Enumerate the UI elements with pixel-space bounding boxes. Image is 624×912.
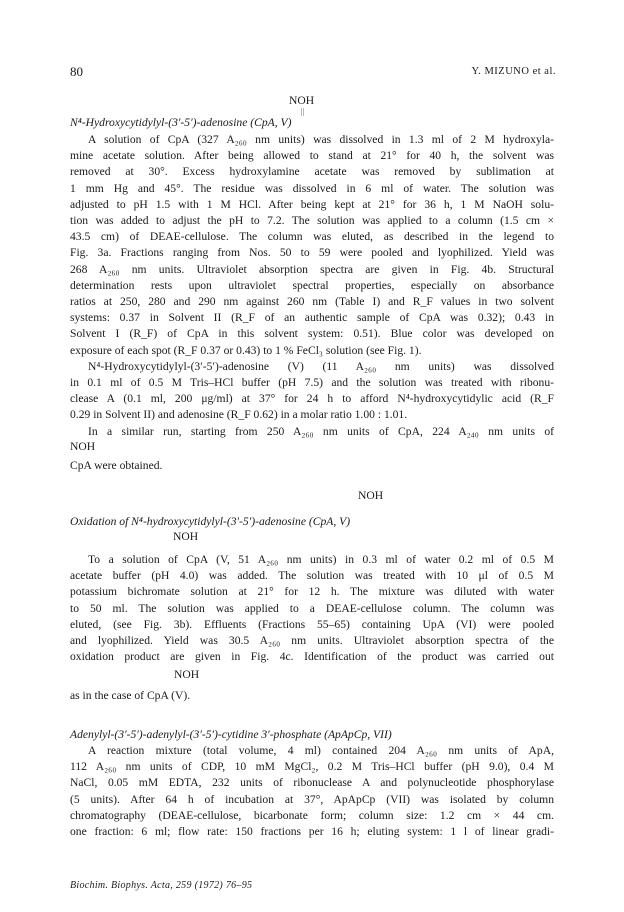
text-line: adjusted to pH 1.5 with 1 M HCl. After being kept at 21° for 36 h, 1 M NaOH solu- [70, 197, 554, 211]
text-line: in 0.1 ml of 0.5 M Tris–HCl buffer (pH 7.5) and the solution was treated with ribonu- [70, 376, 554, 390]
paragraph-cpa-synthesis [70, 132, 554, 440]
text-line: and lyophilized. Yield was 30.5 A₂₆₀ nm units. Ultraviolet absorption spectra of the [70, 634, 554, 648]
text-line: mine acetate solution. After being allowed to stand at 21° for 40 h, the solvent was [70, 149, 554, 163]
text-line: Fig. 3a. Fractions ranging from Nos. 50 to 59 were pooled and lyophilized. Yield was [70, 246, 554, 260]
text-line: 268 A₂₆₀ nm units. Ultraviolet absorption spectra are given in Fig. 4b. Structural [70, 262, 554, 276]
text-line: acetate buffer (pH 4.0) was added. The solution was treated with 10 μl of 0.5 M [70, 569, 554, 583]
text-line: CpA were obtained. [70, 459, 163, 472]
noh-label: NOH [70, 440, 96, 453]
text-line: oxidation product are given in Fig. 4c. Identification of the product was carried out [70, 650, 554, 664]
text-line: exposure of each spot (R_F 0.37 or 0.43) to 1 % FeCl₃ solution (see Fig. 1). [70, 343, 422, 357]
text-line: 1 mm Hg and 45°. The residue was dissolved in 6 ml of water. The solution was [70, 181, 554, 195]
text-line: as in the case of CpA (V). [70, 689, 191, 702]
text-line: Solvent I (R_F) of CpA in this solvent system: 0.51). Blue color was developed on [70, 327, 554, 341]
text-line: determination rests upon ultraviolet spectral properties, especially on absorbance [70, 278, 554, 292]
noh-label: NOH [358, 489, 384, 502]
text-line: tion was added to adjust the pH to 7.2. The solution was applied to a column (1.5 cm × [70, 214, 554, 228]
text-line: 112 A₂₆₀ nm units of CDP, 10 mM MgCl₂, 0.2 M Tris–HCl buffer (pH 9.0), 0.4 M [70, 760, 554, 774]
text-line: systems: 0.37 in Solvent II (R_F of an authentic sample of CpA was 0.32); 0.43 in [70, 311, 554, 325]
text-line: one fraction: 6 ml; flow rate: 150 fractions per 16 h; eluting system: 1 l of linear gradi- [70, 825, 554, 839]
text-line: to 50 ml. The solution was applied to a DEAE-cellulose column. The column was [70, 601, 554, 615]
text-line: (5 units). After 64 h of incubation at 37°, ApApCp (VII) was isolated by column [70, 792, 554, 806]
text-line: In a similar run, starting from 250 A₂₆₀ nm units of CpA, 224 A₂₄₀ nm units of [88, 424, 554, 438]
text-line: potassium bichromate solution at 21° for 12 h. The mixture was diluted with water [70, 585, 554, 599]
text-line: 43.5 cm) of DEAE-cellulose. The column was eluted, as described in the legend to [70, 230, 554, 244]
text-line: ratios at 250, 280 and 290 nm against 260 nm (Table I) and R_F values in two solvent [70, 295, 554, 309]
noh-label: NOH [174, 668, 200, 681]
page-number: 80 [70, 64, 83, 79]
text-line: clease A (0.1 ml, 200 μg/ml) at 37° for 24 h to afford N⁴-hydroxycytidylic acid (R_F [70, 392, 554, 406]
text-line: eluted, (see Fig. 3b). Effluents (Fractions 55–65) containing UpA (VI) were pooled [70, 617, 554, 631]
text-line: 0.29 in Solvent II) and adenosine (R_F 0.62) in a molar ratio 1.00 : 1.01. [70, 408, 408, 422]
noh-label: NOH [173, 530, 199, 543]
noh-label: NOH [289, 94, 315, 107]
text-line: removed at 30°. Excess hydroxylamine acetate was removed by sublimation at [70, 165, 554, 179]
text-line: NaCl, 0.05 mM EDTA, 232 units of ribonuclease A and polynucleotide phosphorylase [70, 776, 554, 790]
text-line: To a solution of CpA (V, 51 A₂₆₀ nm units) in 0.3 ml of water 0.2 ml of 0.5 M [88, 553, 554, 566]
text-line: chromatography (DEAE-cellulose, bicarbonate form; column size: 1.2 cm × 44 cm. [70, 808, 554, 822]
text-line: N⁴-Hydroxycytidylyl-(3′-5′)-adenosine (V) (11 A₂₆₀ nm units) was dissolved [88, 359, 554, 373]
section-heading-oxidation: Oxidation of N⁴-hydroxycytidylyl-(3′-5′)-adenosine (CpA, V) [70, 515, 351, 528]
running-header-authors: Y. MIZUNO et al. [471, 66, 556, 77]
section-heading-apapcp: Adenylyl-(3′-5′)-adenylyl-(3′-5′)-cytidine 3′-phosphate (ApApCp, VII) [70, 728, 392, 741]
section-heading-cpa: N⁴-Hydroxycytidylyl-(3′-5′)-adenosine (CpA, V) [70, 116, 292, 129]
paragraph-oxidation [70, 552, 554, 665]
paragraph-apapcp [70, 743, 554, 840]
journal-citation: Biochim. Biophys. Acta, 259 (1972) 76–95 [70, 880, 253, 891]
text-line: A solution of CpA (327 A₂₆₀ nm units) was dissolved in 1.3 ml of 2 M hydroxyla- [88, 133, 554, 146]
text-line: A reaction mixture (total volume, 4 ml) contained 204 A₂₆₀ nm units of ApA, [88, 744, 554, 757]
double-bond-mark: || [301, 107, 305, 116]
